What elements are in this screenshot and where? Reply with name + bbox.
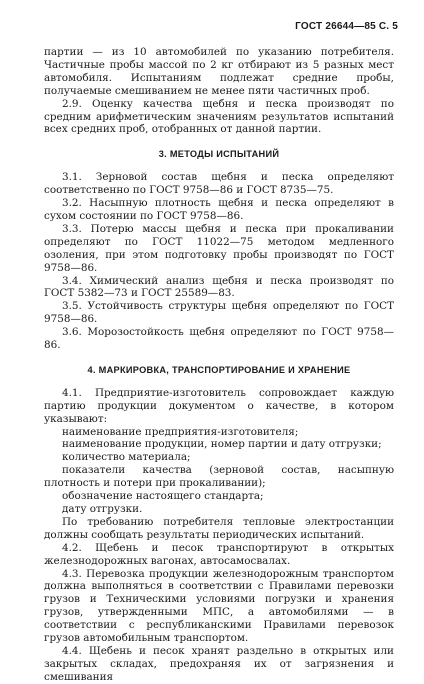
- clause-3-1: 3.1. Зерновой состав щебня и песка определяют соответственно по ГОСТ 9758—86 и ГОСТ 8735—75.: [44, 171, 394, 197]
- list-item: наименование предприятия-изготовителя;: [62, 425, 299, 438]
- list-item: дату отгрузки.: [62, 503, 143, 515]
- clause-3-3: 3.3. Потерю массы щебня и песка при прокаливании определяют по ГОСТ 11022—75 методом медленного озоления, при этом подготовку пробы производят по ГОСТ 9758—86.: [44, 222, 394, 274]
- clause-3-5: 3.5. Устойчивость структуры щебня определяют по ГОСТ 9758—86.: [44, 300, 394, 326]
- paragraph-continued: партии — из 10 автомобилей по указанию потребителя. Частичные пробы массой по 2 кг отбирают из 5 разных мест автомобиля. Испытаниям подлежат средние пробы, получаемые смешиванием не менее пяти частичных проб.: [44, 46, 394, 97]
- list-item: количество материала;: [62, 451, 191, 464]
- list-item: обозначение настоящего стандарта;: [62, 490, 264, 503]
- document-body: [44, 46, 394, 684]
- list-item: наименование продукции, номер партии и дату отгрузки;: [62, 438, 382, 451]
- clause-4-4: 4.4. Щебень и песок хранят раздельно в открытых или закрытых складах, предохраняя их от загрязнения и смешивания: [44, 644, 394, 683]
- clause-4-1-note: По требованию потребителя тепловые электростанции должны сообщать результаты периодических испытаний.: [44, 515, 394, 541]
- clause-3-2: 3.2. Насыпную плотность щебня и песка определяют в сухом состоянии по ГОСТ 9758—86.: [44, 197, 394, 222]
- clause-3-6: 3.6. Морозостойкость щебня определяют по ГОСТ 9758—86.: [44, 326, 394, 352]
- list-item: показатели качества (зерновой состав, насыпную плотность и потери при прокаливании);: [44, 464, 394, 490]
- section-title-3: 3. МЕТОДЫ ИСПЫТАНИЙ: [158, 149, 280, 160]
- clause-4-3: 4.3. Перевозка продукции железнодорожным транспортом должна выполняться в соответствии с Правилами перевозки грузов и Техническими условиями погрузки и хранения грузов, утвержденными МПС, а автомобилями — в соответствии с республиканскими Правилами перевозок грузов автомобильным транспортом.: [44, 567, 394, 645]
- section-title-4: 4. МАРКИРОВКА, ТРАНСПОРТИРОВАНИЕ И ХРАНЕНИЕ: [87, 364, 351, 375]
- clause-2-9: 2.9. Оценку качества щебня и песка производят по средним арифметическим значениям результатов испытаний всех средних проб, отобранных от данной партии.: [44, 97, 394, 136]
- clause-4-2: 4.2. Щебень и песок транспортируют в открытых железнодорожных вагонах, автосамосвалах.: [44, 541, 394, 567]
- clause-3-4: 3.4. Химический анализ щебня и песка производят по ГОСТ 5382—73 и ГОСТ 25589—83.: [44, 274, 394, 300]
- clause-4-1: 4.1. Предприятие-изготовитель сопровождает каждую партию продукции документом о качестве, в котором указывают:: [44, 386, 394, 425]
- running-head: ГОСТ 26644—85 С. 5: [295, 21, 398, 32]
